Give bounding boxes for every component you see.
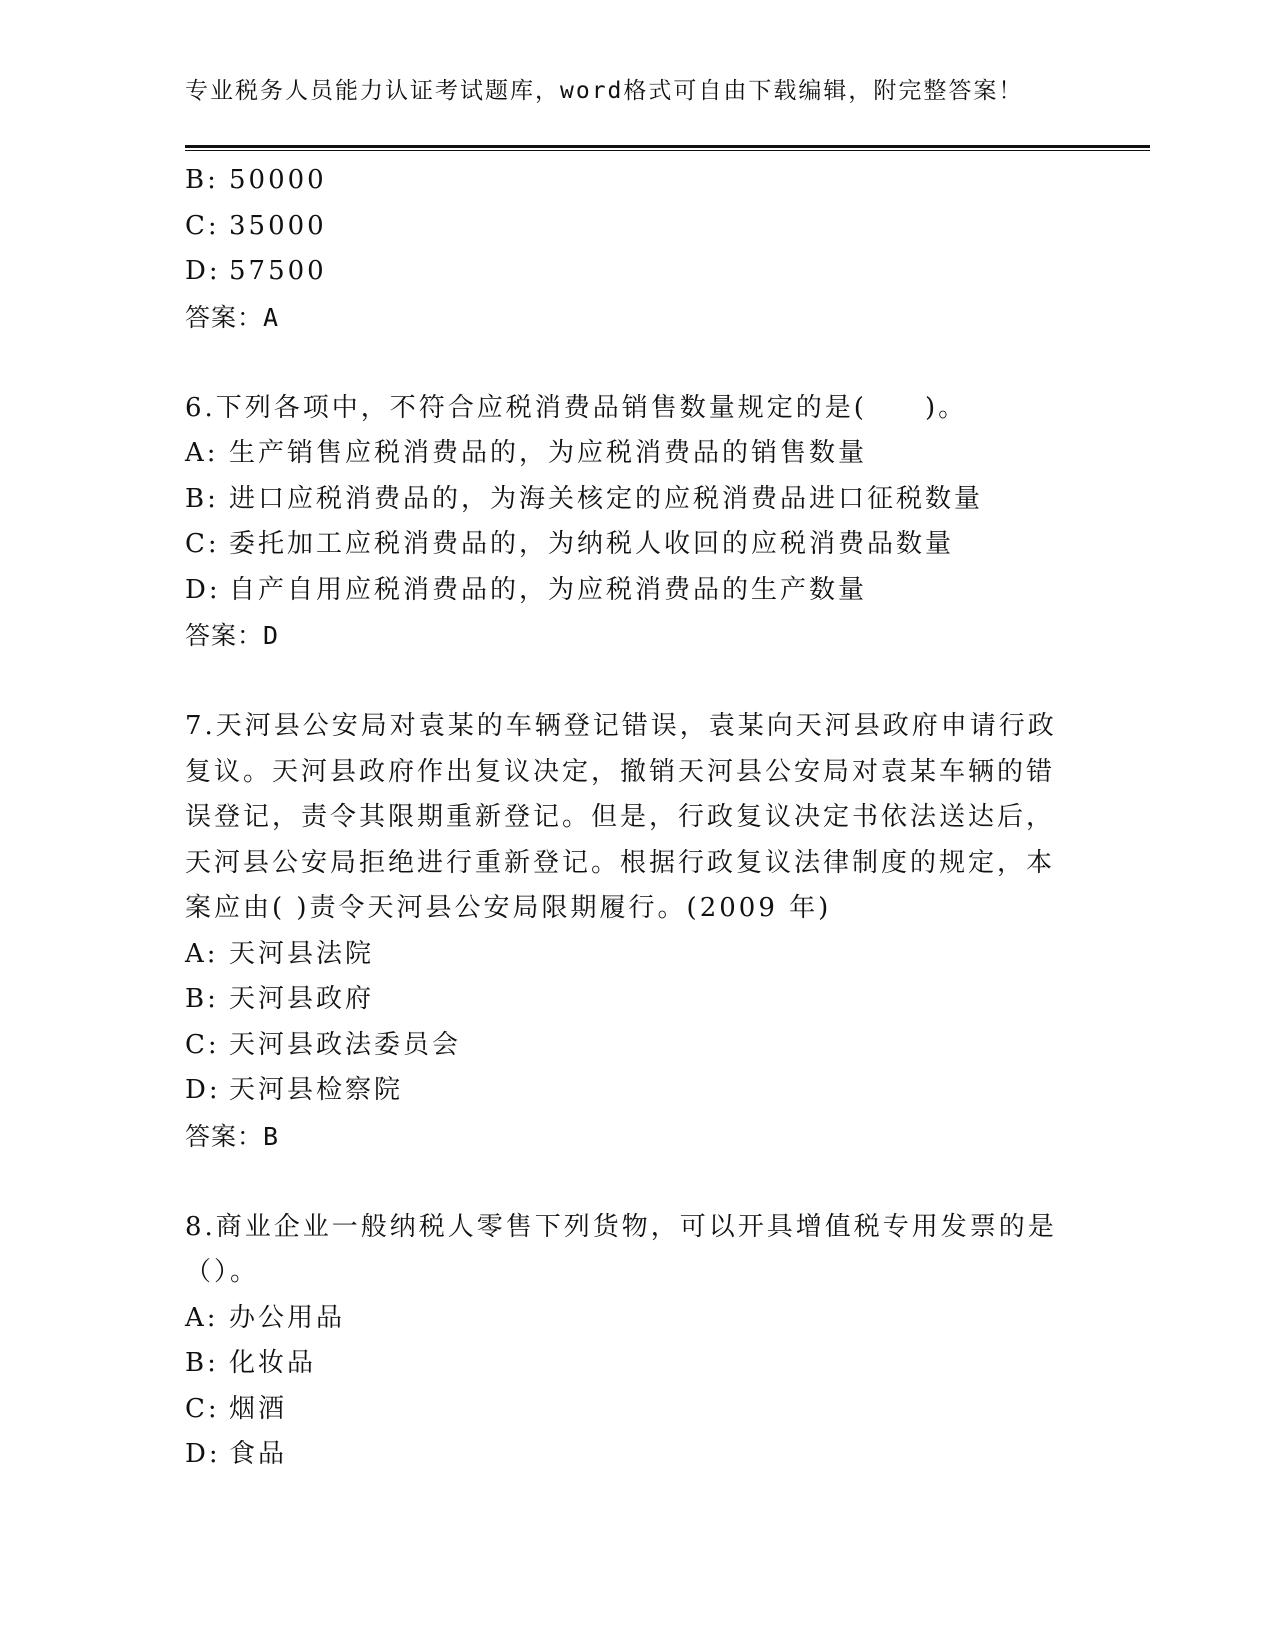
- question-6: [185, 386, 1065, 659]
- option-a: A: 天河县法院: [185, 938, 375, 969]
- header-rule-thin: [185, 150, 1150, 151]
- option-d: D: 天河县检察院: [185, 1075, 404, 1105]
- option-c: C: 35000: [185, 210, 327, 241]
- option-a: A: 生产销售应税消费品的，为应税消费品的销售数量: [185, 438, 868, 468]
- header-rule-thick: [185, 145, 1150, 148]
- option-d: D: 自产自用应税消费品的，为应税消费品的生产数量: [185, 574, 868, 605]
- question-7: [185, 704, 1065, 1159]
- spacer: [185, 659, 1065, 705]
- question-8: [185, 1205, 1065, 1478]
- spacer: [185, 1159, 1065, 1205]
- option-b: B: 天河县政府: [185, 984, 375, 1014]
- option-b: B: 化妆品: [185, 1348, 317, 1378]
- option-b: B: 进口应税消费品的，为海关核定的应税消费品进口征税数量: [185, 483, 984, 514]
- spacer: [185, 340, 1065, 386]
- question-stem-line: （）。: [185, 1257, 260, 1287]
- question-stem-line: 复议。天河县政府作出复议决定，撤销天河县公安局对袁某车辆的错: [185, 756, 1056, 787]
- question-stem-line: 天河县公安局拒绝进行重新登记。根据行政复议法律制度的规定，本: [185, 847, 1056, 878]
- option-c: C: 委托加工应税消费品的，为纳税人收回的应税消费品数量: [185, 529, 955, 559]
- option-d: D: 57500: [185, 256, 327, 286]
- question-stem-line: 8.商业企业一般纳税人零售下列货物，可以开具增值税专用发票的是: [185, 1211, 1057, 1242]
- answer: 答案：B: [185, 1121, 280, 1151]
- option-a: A: 办公用品: [185, 1302, 346, 1333]
- document-body: [185, 158, 1065, 1478]
- question-stem-line: 误登记，责令其限期重新登记。但是，行政复议决定书依法送达后，: [185, 802, 1056, 832]
- question-stem-line: 案应由( )责令天河县公安局限期履行。(2009 年): [185, 893, 832, 923]
- option-c: C: 烟酒: [185, 1393, 288, 1424]
- question-5: [185, 158, 1065, 340]
- answer: 答案：A: [185, 302, 280, 332]
- question-stem-line: 7.天河县公安局对袁某的车辆登记错误，袁某向天河县政府申请行政: [185, 711, 1057, 741]
- option-c: C: 天河县政法委员会: [185, 1029, 462, 1060]
- question-stem: 6.下列各项中，不符合应税消费品销售数量规定的是( )。: [185, 392, 968, 423]
- document-header: 专业税务人员能力认证考试题库，word格式可自由下载编辑，附完整答案！: [185, 78, 1024, 104]
- answer: 答案：D: [185, 621, 280, 650]
- option-d: D: 食品: [185, 1439, 288, 1469]
- option-b: B: 50000: [185, 165, 327, 195]
